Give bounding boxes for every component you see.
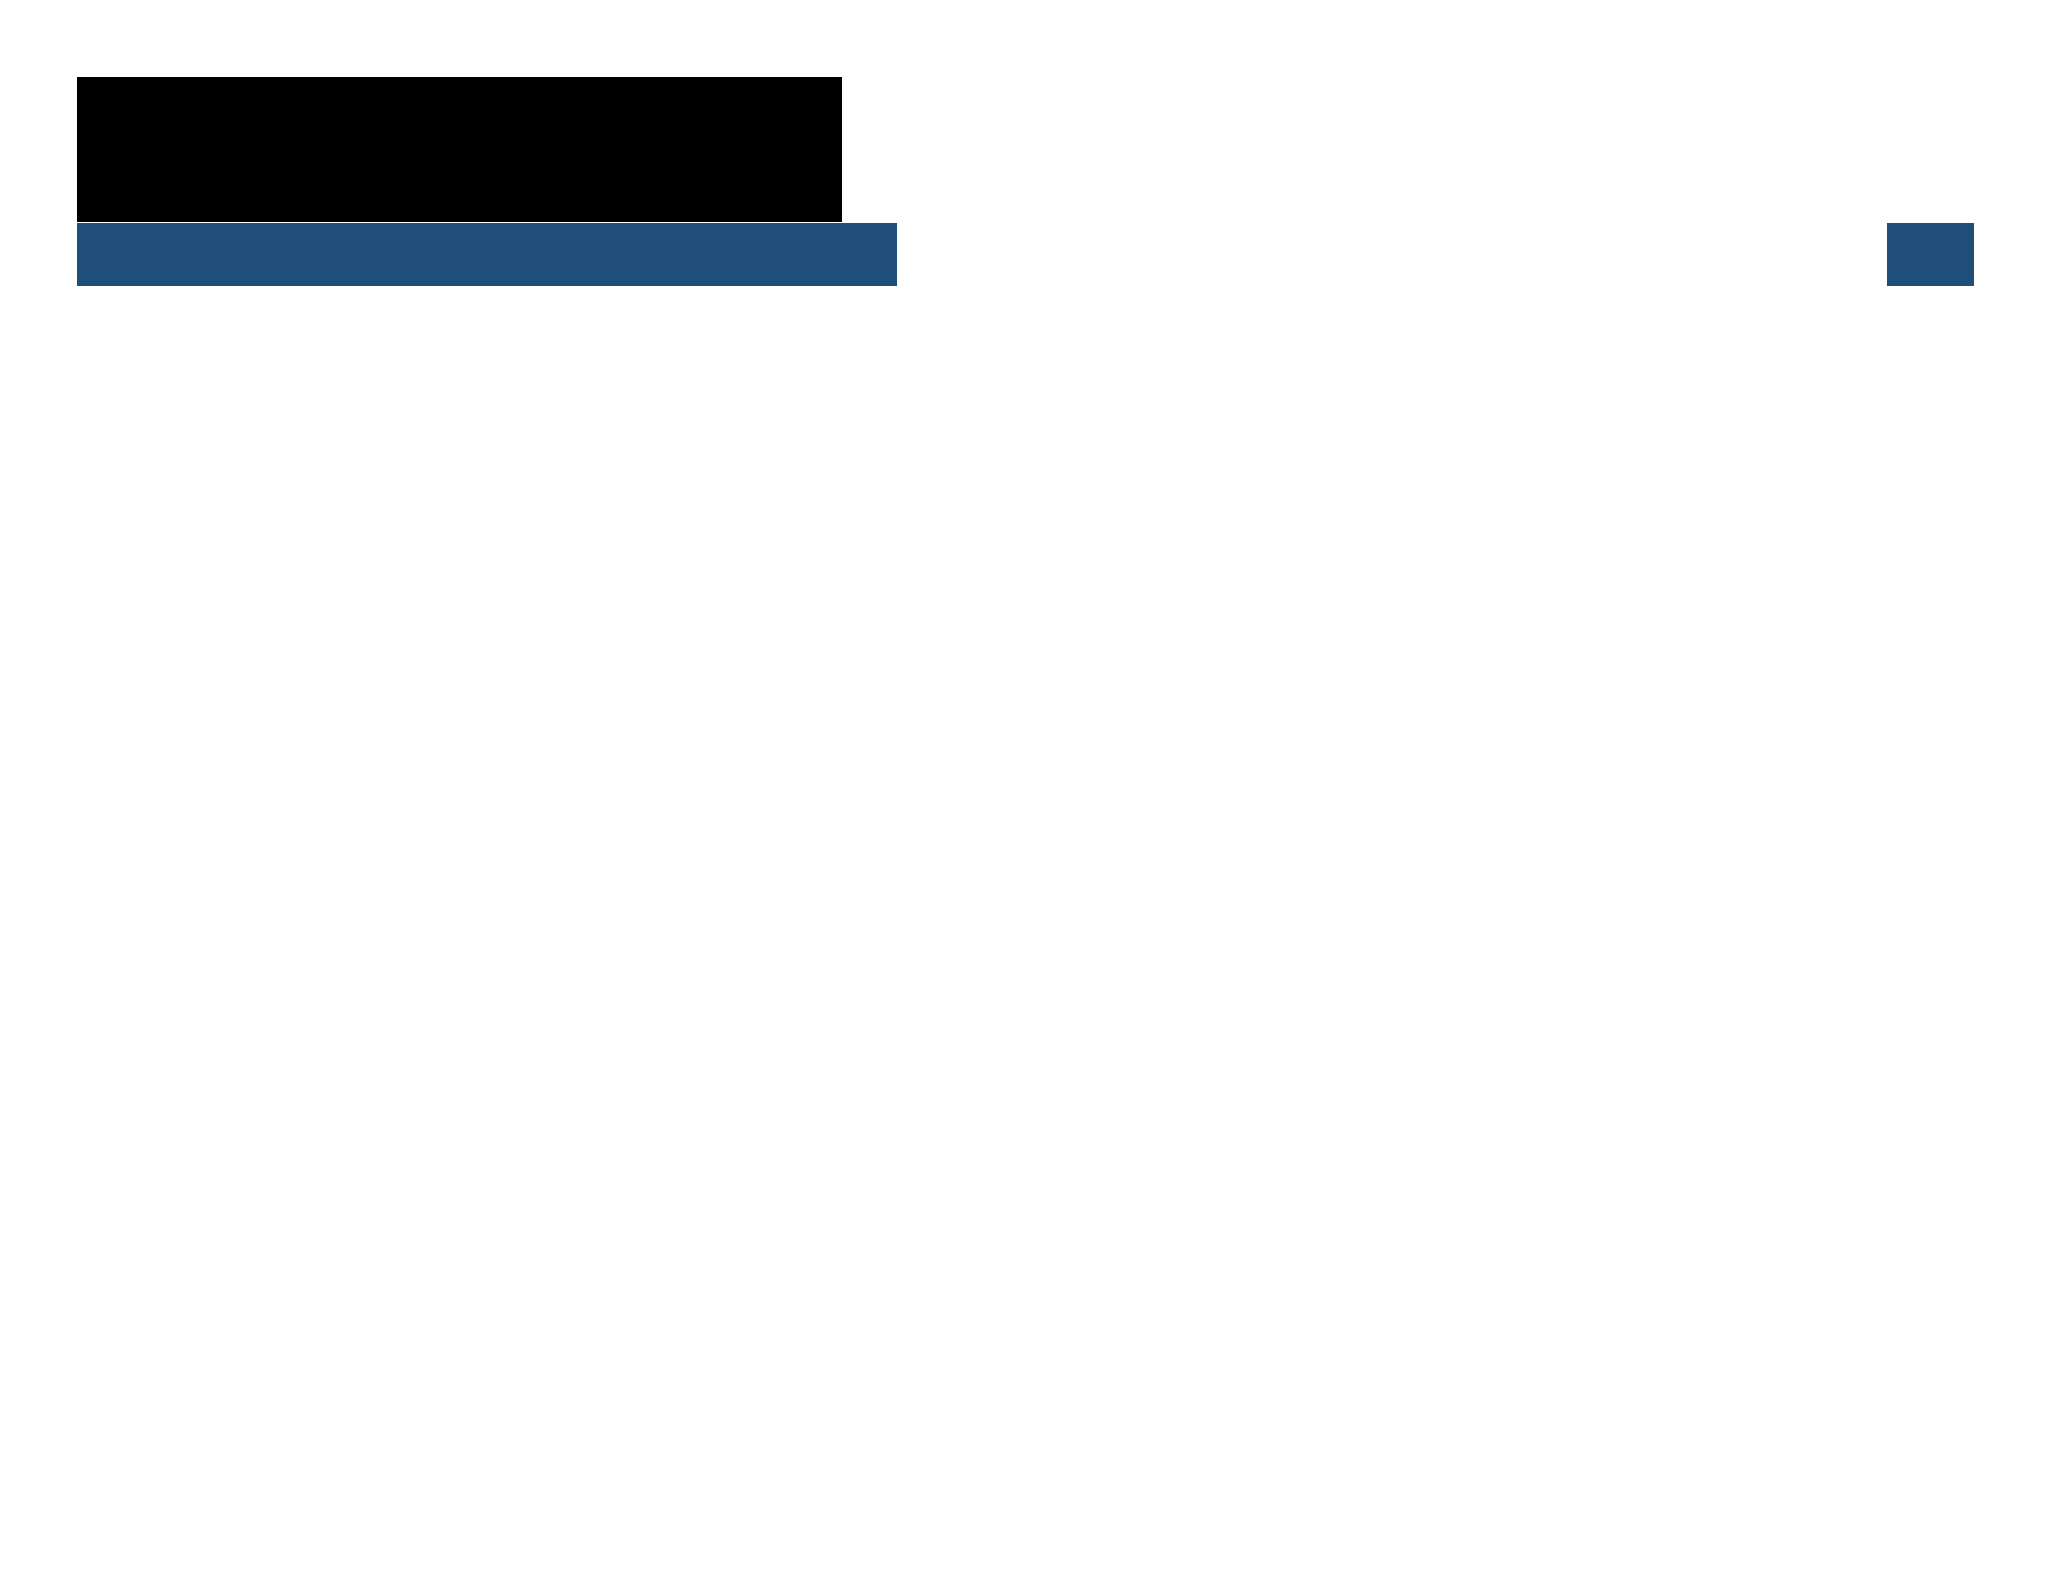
csc-legend xyxy=(77,77,842,222)
csc-link-row xyxy=(897,223,1887,286)
